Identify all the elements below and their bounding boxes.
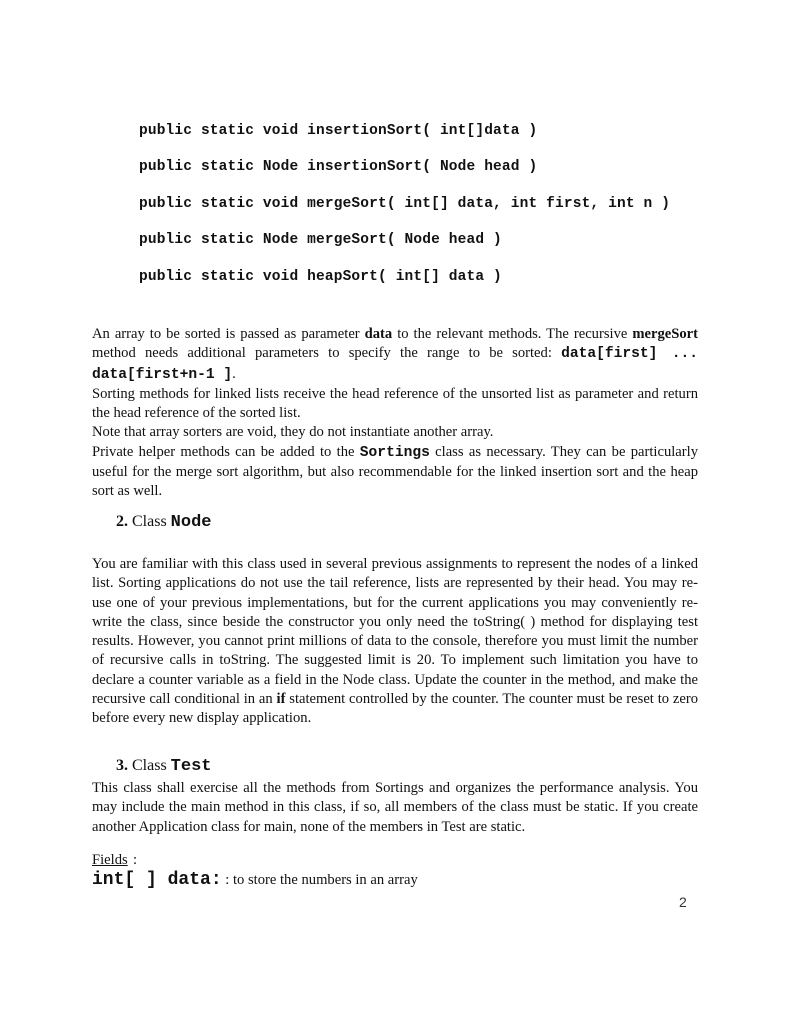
signature-insertion-sort-array: public static void insertionSort( int[]data ) bbox=[139, 123, 538, 139]
method-name: mergeSort bbox=[632, 326, 698, 342]
section-class-name: Test bbox=[170, 757, 212, 776]
fields-colon: : bbox=[133, 852, 138, 868]
section-number: 3. bbox=[116, 757, 128, 774]
signature-heap-sort: public static void heapSort( int[] data ) bbox=[139, 269, 502, 285]
section-number: 2. bbox=[116, 513, 128, 530]
text-run: An array to be sorted is passed as parameter bbox=[92, 326, 365, 342]
helper-methods-paragraph bbox=[92, 443, 698, 502]
fields-label bbox=[92, 852, 128, 869]
section-word: Class bbox=[132, 513, 167, 530]
range-code: data[first] ... data[first+n-1 ] bbox=[92, 346, 698, 383]
signature-merge-sort-array: public static void mergeSort( int[] data, int first, int n ) bbox=[139, 196, 671, 212]
text-run: Private helper methods can be added to the bbox=[92, 443, 360, 460]
section-test-body bbox=[92, 779, 698, 837]
text-run: statement controlled by the counter. The counter must be reset to zero before every new display application. bbox=[92, 691, 698, 727]
text-run: to the relevant methods. The recursive bbox=[392, 326, 633, 342]
intro-paragraph bbox=[92, 325, 698, 385]
field-data bbox=[92, 870, 418, 890]
text-run: . bbox=[232, 365, 236, 382]
param-data: data bbox=[364, 326, 393, 342]
text-run: method needs additional parameters to specify the range to be sorted: bbox=[92, 345, 562, 362]
text-run: class as necessary. They can be particularly useful for the merge sort algorithm, but also recommendable for the linked insertion sort and the heap sort as well. bbox=[92, 443, 698, 500]
array-sorters-note: Note that array sorters are void, they do not instantiate another array. bbox=[92, 424, 494, 441]
signature-merge-sort-list: public static Node mergeSort( Node head ) bbox=[139, 232, 502, 248]
keyword-if: if bbox=[276, 691, 286, 708]
fields-label-text: Fields bbox=[92, 852, 128, 868]
section-node-body bbox=[92, 555, 698, 729]
text-run: You are familiar with this class used in several previous assignments to represent the nodes of a linked list. Sorting applications do not use the tail reference, lists are represented by their head. You may re-use one of your previous implementations, but for the current applications you may conveniently re-write the class, since beside the constructor you only need the toString( ) method for displaying test results. However, you cannot print millions of data to the console, therefore you must limit the number of recursive calls in toString. The suggested limit is 20. To implement such limitation you have to declare a counter variable as a field in the Node class. Update the counter in the method, and make the recursive call conditional in an bbox=[92, 556, 698, 708]
test-paragraph: This class shall exercise all the methods from Sortings and organizes the performance analysis. You may include the main method in this class, if so, all members of the class must be static. If you create another Application class for main, none of the members in Test are static. bbox=[92, 780, 698, 835]
intro-text bbox=[92, 325, 698, 502]
section-word: Class bbox=[132, 757, 167, 774]
section-heading-test bbox=[116, 757, 211, 776]
page-number: 2 bbox=[679, 894, 687, 910]
field-description: : to store the numbers in an array bbox=[221, 872, 418, 888]
section-class-name: Node bbox=[170, 513, 212, 532]
node-paragraph bbox=[92, 555, 698, 729]
linked-list-paragraph: Sorting methods for linked lists receive the head reference of the unsorted list as parameter and return the head reference of the sorted list. bbox=[92, 385, 698, 422]
signature-insertion-sort-list: public static Node insertionSort( Node head ) bbox=[139, 159, 538, 175]
class-name: Sortings bbox=[359, 444, 430, 461]
section-heading-node bbox=[116, 513, 211, 532]
field-code: int[ ] data: bbox=[92, 870, 222, 890]
